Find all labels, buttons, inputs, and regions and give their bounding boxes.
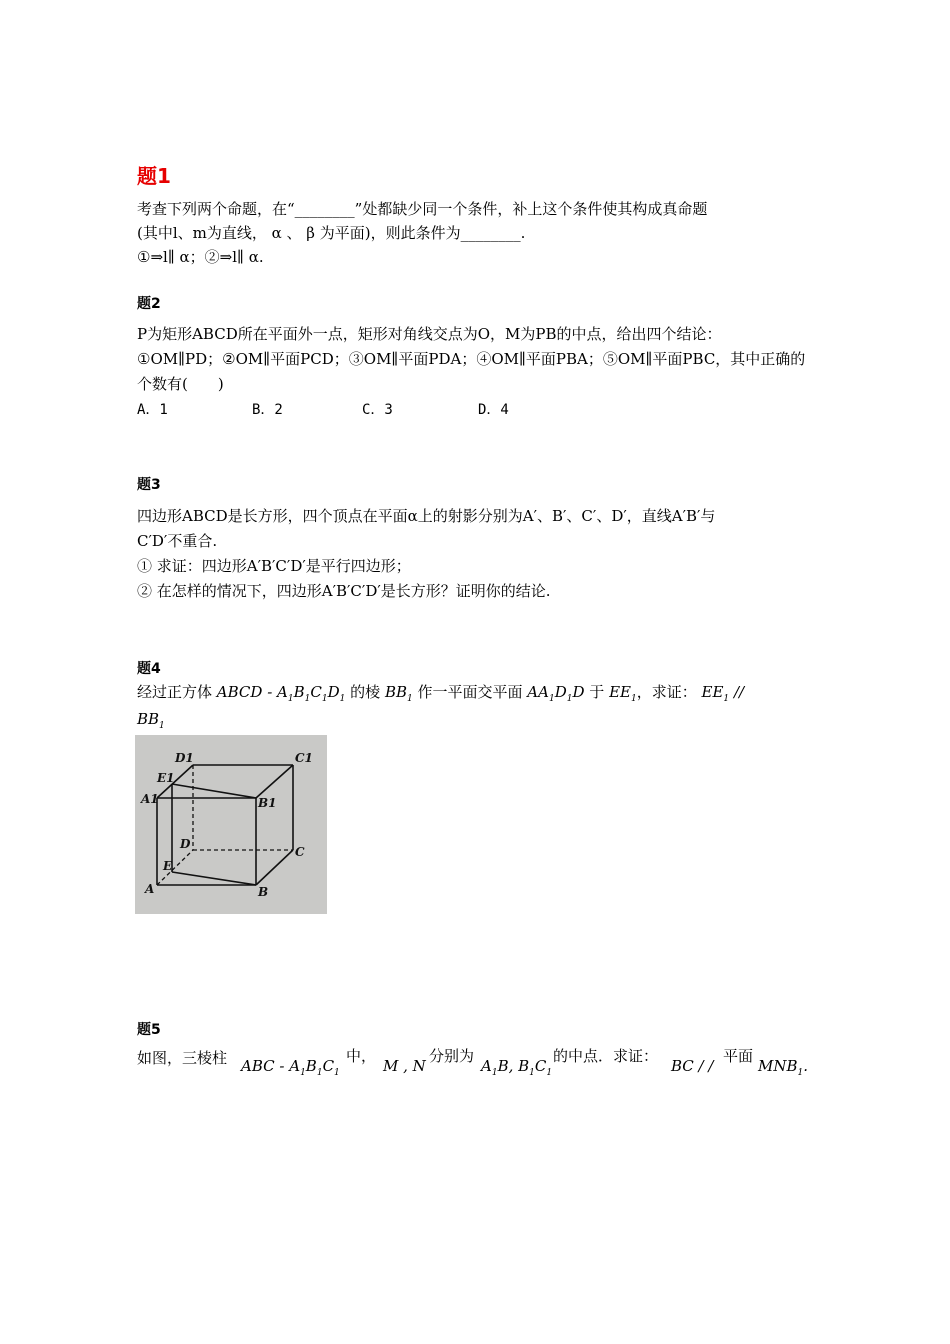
q5-mnb: [758, 1056, 808, 1083]
q2-option-b: B．2: [252, 402, 283, 418]
q5-seg-a: A: [481, 1057, 492, 1075]
q3-title: 题3: [137, 477, 161, 493]
label-d1: D1: [175, 751, 194, 765]
q3-line4: ② 在怎样的情况下，四边形A′B′C′D′是长方形？证明你的结论.: [137, 582, 551, 600]
q5-prism: [241, 1056, 340, 1083]
label-a: A: [145, 882, 155, 896]
label-b: B: [258, 885, 269, 899]
q4-solid-c: C: [310, 683, 322, 701]
q4-sub: 1: [630, 694, 637, 704]
q5-seg-c: C: [534, 1057, 547, 1075]
q1-line2: (其中l、m为直线， α 、 β 为平面)，则此条件为________.: [137, 224, 526, 242]
q3-line3: ① 求证：四边形A′B′C′D′是平行四边形；: [137, 557, 411, 575]
cube-figure: [135, 735, 327, 914]
q4-line1: [137, 682, 744, 709]
q5-pm: 平面: [723, 1047, 754, 1065]
q2-option-d: D．4: [478, 402, 509, 418]
q5-mnb-text: MNB: [758, 1057, 798, 1075]
q2-line1: P为矩形ABCD所在平面外一点，矩形对角线交点为O，M为PB的中点，给出四个结论：: [137, 325, 722, 343]
q1-title: 题1: [137, 164, 171, 188]
label-e1: E1: [157, 771, 175, 785]
q1-line1: 考查下列两个命题，在“________”处都缺少同一个条件，补上这个条件使其构成真命题: [137, 200, 708, 218]
q4-sub: 1: [406, 694, 413, 704]
q4-concl: EE: [701, 683, 724, 701]
label-c1: C1: [295, 751, 313, 765]
q4-title: 题4: [137, 661, 161, 677]
label-a1: A1: [141, 792, 159, 806]
q5-sub: 1: [300, 1068, 306, 1078]
q4-pre: 经过正方体: [137, 683, 213, 701]
q4-ee: EE: [609, 683, 631, 701]
q5-zhong: 中，: [346, 1047, 377, 1065]
q3-line1: 四边形ABCD是长方形，四个顶点在平面α上的射影分别为A′、B′、C′、D′，直线A′B′与: [137, 507, 716, 525]
q5-seg: [481, 1056, 552, 1083]
q4-sub: 1: [287, 694, 294, 704]
q5-prism-text: ABC - A: [241, 1057, 301, 1075]
q5-fenbie: 分别为: [429, 1047, 475, 1065]
q2-option-c: C．3: [362, 402, 393, 418]
q4-mid1: 的棱: [350, 683, 381, 701]
q5-sub: 1: [546, 1068, 553, 1078]
q5-end: .: [803, 1057, 809, 1075]
q3-line2: C′D′不重合.: [137, 532, 218, 550]
q5-bc: BC / /: [671, 1057, 714, 1075]
cube-diagram: [135, 735, 327, 914]
q5-seg-b: B, B: [497, 1057, 530, 1075]
label-c: C: [295, 845, 305, 859]
q5-mid: 的中点．求证：: [553, 1047, 659, 1065]
label-d: D: [180, 837, 191, 851]
q1-line3: ①⇒l∥ α；②⇒l∥ α.: [137, 248, 264, 266]
q4-sub: 1: [548, 694, 555, 704]
q5-sub: 1: [797, 1068, 804, 1078]
label-e: E: [163, 859, 173, 873]
q4-sub: 1: [723, 694, 730, 704]
q4-sub: 1: [304, 694, 311, 704]
q2-title: 题2: [137, 296, 161, 312]
q2-option-a: A．1: [137, 402, 168, 418]
q2-line3: 个数有( ): [137, 375, 224, 393]
q4-plane: AA: [527, 683, 549, 701]
q5-sub: 1: [491, 1068, 498, 1078]
q4-plane-d2: D: [572, 683, 585, 701]
q4-sub: 1: [321, 694, 328, 704]
q4-bb: BB: [137, 710, 160, 728]
q5-prism-c: C: [322, 1057, 335, 1075]
q4-solid-b: B: [293, 683, 305, 701]
q4-sub: 1: [159, 721, 165, 731]
q4-mid2: 作一平面交平面: [417, 683, 523, 701]
label-b1: B1: [258, 796, 277, 810]
q5-prism-b: B: [305, 1057, 317, 1075]
q4-plane-d: D: [554, 683, 567, 701]
q5-pre: 如图，三棱柱: [137, 1049, 228, 1067]
q5-sub: 1: [529, 1068, 535, 1078]
q5-sub: 1: [334, 1068, 340, 1078]
q4-mid4: ，求证：: [636, 683, 697, 701]
q5-sub: 1: [316, 1068, 323, 1078]
q4-mid3: 于: [589, 683, 605, 701]
q4-line2: [137, 709, 165, 736]
q4-edge: BB: [384, 683, 407, 701]
q4-solid-d: D: [327, 683, 340, 701]
q4-solid: ABCD - A: [216, 683, 288, 701]
q2-line2: ①OM∥PD；②OM∥平面PCD；③OM∥平面PDA；④OM∥平面PBA；⑤OM∥平面PBC，其中正确的: [137, 350, 806, 368]
q4-sub: 1: [566, 694, 573, 704]
q5-title: 题5: [137, 1022, 161, 1038]
q4-sub: 1: [339, 694, 346, 704]
q4-parallel: //: [733, 683, 745, 701]
q5-mn: M , N: [383, 1057, 426, 1075]
q5-line1: [137, 1048, 227, 1068]
